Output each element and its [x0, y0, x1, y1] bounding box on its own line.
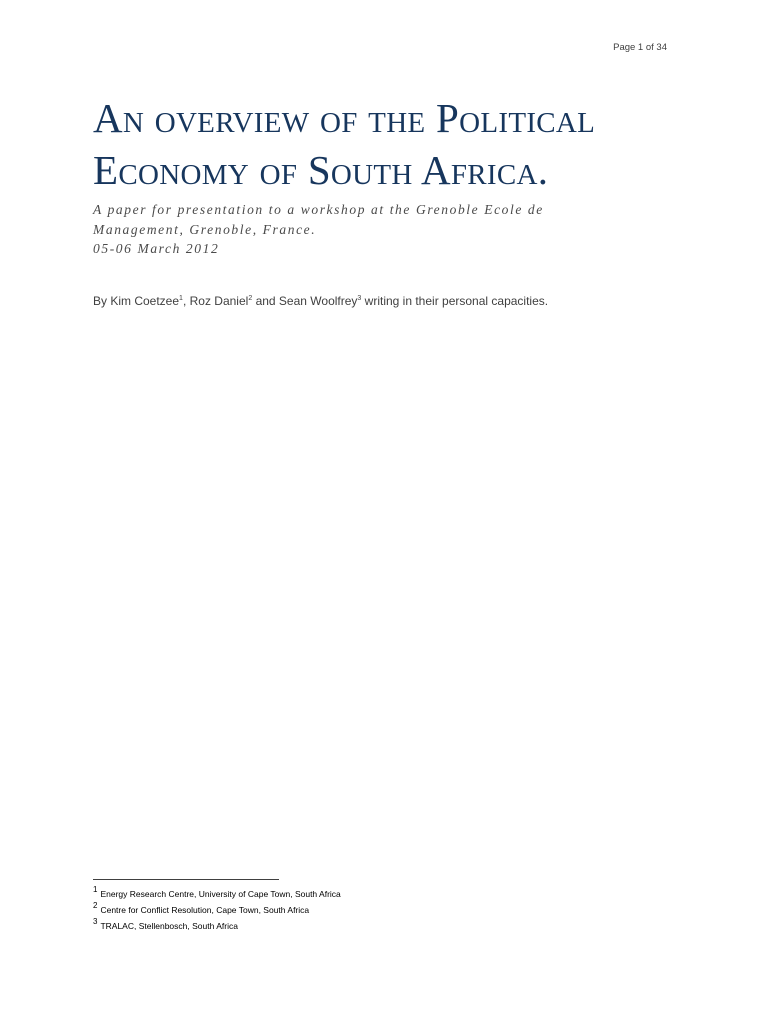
author-byline	[93, 294, 548, 308]
footnote-2	[93, 902, 341, 918]
footnote-3	[93, 918, 341, 934]
byline-suffix: writing in their personal capacities.	[361, 294, 549, 308]
footnote-1	[93, 886, 341, 902]
byline-author-3: and Sean Woolfrey	[252, 294, 358, 308]
footnote-marker: 3	[93, 917, 98, 926]
title-line-1: An overview of the Political	[93, 95, 596, 141]
footnote-marker: 1	[93, 885, 98, 894]
footnote-ref-3[interactable]: 3	[357, 295, 362, 302]
document-title	[93, 92, 693, 196]
title-line-2: Economy of South Africa.	[93, 147, 549, 193]
footnote-marker: 2	[93, 901, 98, 910]
footnote-text: Centre for Conflict Resolution, Cape Town, South Africa	[100, 905, 310, 915]
footnote-ref-2[interactable]: 2	[248, 295, 253, 302]
footnote-text: Energy Research Centre, University of Cape Town, South Africa	[100, 889, 341, 899]
footnotes	[93, 886, 341, 934]
subtitle-line-1: A paper for presentation to a workshop at the Grenoble Ecole de	[93, 202, 544, 217]
footnote-ref-1[interactable]: 1	[179, 295, 183, 302]
subtitle-date: 05-06 March 2012	[93, 241, 220, 256]
subtitle-line-2: Management, Grenoble, France.	[93, 221, 317, 237]
byline-author-2: , Roz Daniel	[182, 294, 249, 308]
footnote-text: TRALAC, Stellenbosch, South Africa	[100, 921, 238, 931]
document-subtitle	[93, 200, 693, 259]
footnote-separator	[93, 879, 279, 880]
page-number: Page 1 of 34	[613, 42, 667, 53]
byline-author-1: By Kim Coetzee	[93, 294, 180, 308]
